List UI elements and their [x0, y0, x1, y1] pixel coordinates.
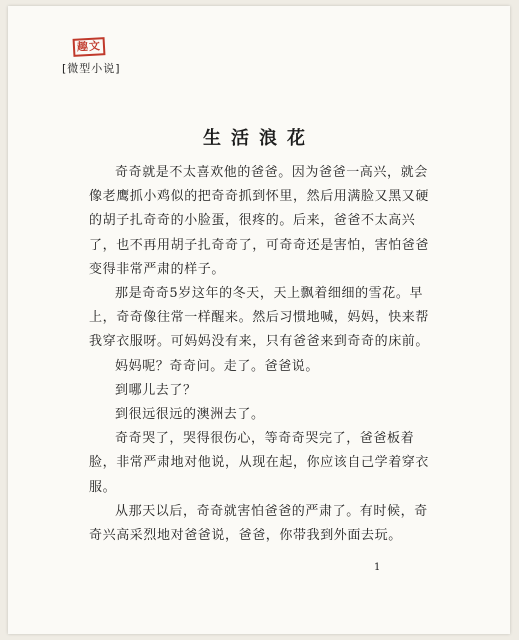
- story-body: [89, 161, 429, 548]
- story-title: 生活浪花: [203, 128, 315, 149]
- stamp-text: 趣文: [73, 37, 106, 57]
- paragraph: 奇奇就是不太喜欢他的爸爸。因为爸爸一高兴，就会像老鹰抓小鸡似的把奇奇抓到怀里，然后用满脸又黑又硬的胡子扎奇奇的小脸蛋，很疼的。后来，爸爸不太高兴了，也不再用胡子扎奇奇了，可奇奇还是害怕，害怕爸爸变得非常严肃的样子。: [89, 165, 430, 277]
- paragraph: 奇奇哭了，哭得很伤心，等奇奇哭完了，爸爸板着脸，非常严肃地对他说，从现在起，你应该自己学着穿衣服。: [89, 431, 430, 495]
- paragraph: 从那天以后，奇奇就害怕爸爸的严肃了。有时候，奇奇兴高采烈地对爸爸说，爸爸，你带我到外面去玩。: [89, 503, 428, 544]
- paragraph: 到哪儿去了？: [115, 382, 197, 398]
- paragraph: 妈妈呢？奇奇问。走了。爸爸说。: [115, 358, 320, 374]
- page-number: 1: [374, 562, 381, 573]
- paragraph: 到很远很远的澳洲去了。: [115, 407, 265, 423]
- paragraph: 那是奇奇5岁这年的冬天，天上飘着细细的雪花。早上，奇奇像往常一样醒来。然后习惯地喊，妈妈，快来帮我穿衣服呀。可妈妈没有来，只有爸爸来到奇奇的床前。: [89, 286, 430, 350]
- red-seal-stamp: [68, 38, 110, 56]
- document-page: [8, 6, 510, 634]
- category-label: [微型小说]: [62, 62, 121, 75]
